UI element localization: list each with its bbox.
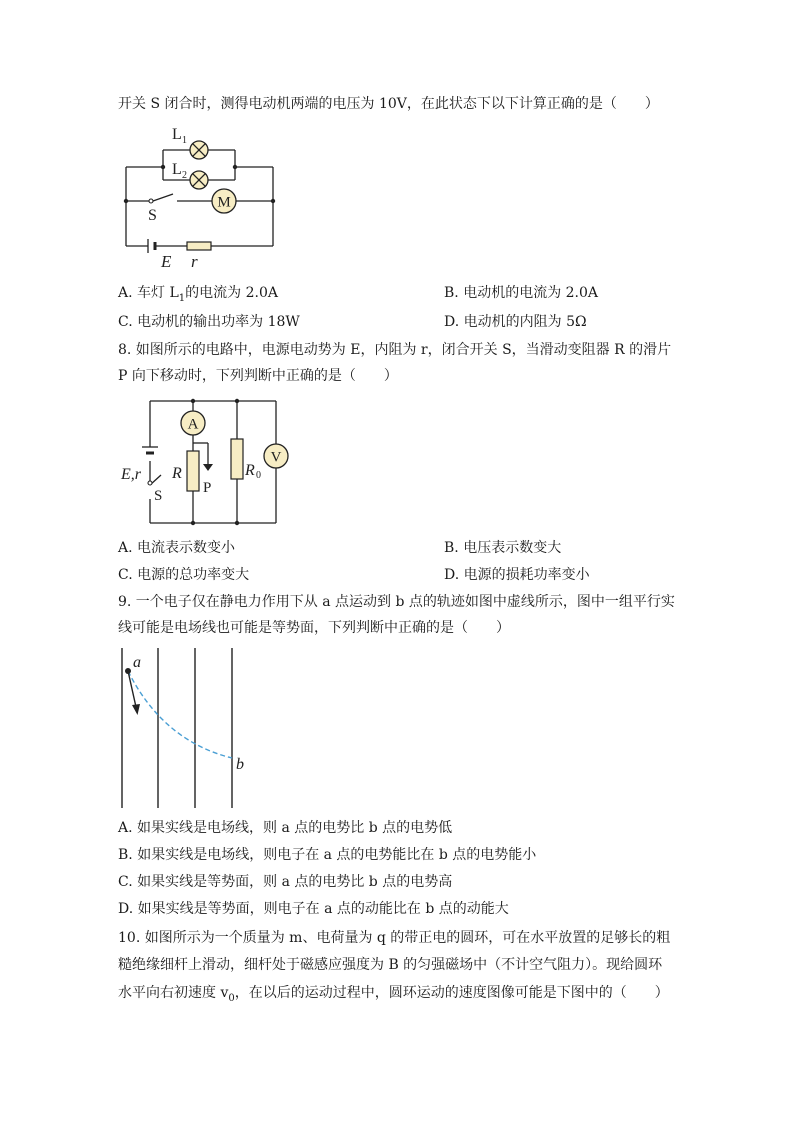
voltmeter-label: V: [270, 449, 282, 466]
motor-icon: [212, 189, 236, 213]
q9-stem-line2: 线可能是电场线也可能是等势面，下列判断中正确的是（ ）: [118, 620, 510, 636]
point-a-dot: [125, 668, 131, 674]
label-l1-sub: 1: [182, 135, 187, 146]
label-slider-p: P: [203, 480, 212, 496]
q8-option-a: A. 电流表示数变小: [118, 540, 236, 556]
resistor-r0-icon: [231, 439, 243, 479]
q9-stem-line1: 9. 一个电子仅在静电力作用下从 a 点运动到 b 点的轨迹如图中虚线所示，图中一组平行实: [118, 594, 675, 610]
label-rheostat-r: R: [172, 465, 182, 482]
q8-stem-line1: 8. 如图所示的电路中，电源电动势为 E，内阻为 r，闭合开关 S，当滑动变阻器 R 的滑片: [118, 342, 672, 358]
q8-option-d: D. 电源的损耗功率变小: [444, 567, 590, 583]
label-l2: L: [172, 161, 182, 178]
q10-stem-line1: 10. 如图所示为一个质量为 m、电荷量为 q 的带正电的圆环，可在水平放置的足够长的粗: [118, 930, 671, 946]
q10-stem-line3: 水平向右初速度 $v_0$，在以后的运动过程中，圆环运动的速度图像可能是下图中的（ ）: [118, 985, 669, 1004]
battery-icon: [142, 447, 158, 453]
q7-option-c: C. 电动机的输出功率为 18W: [118, 314, 300, 330]
q7-option-a: A. 车灯 $L_1$的电流为 2.0A: [118, 285, 278, 304]
force-arrow-icon: [132, 704, 140, 715]
trajectory-path: [128, 671, 232, 758]
label-internal-r: r: [191, 252, 198, 271]
lamp-l2-icon: [190, 171, 208, 189]
label-switch-s: S: [154, 488, 163, 504]
q7-option-b: B. 电动机的电流为 2.0A: [444, 285, 599, 301]
q8-option-c: C. 电源的总功率变大: [118, 567, 250, 583]
q9-field-diagram: [115, 645, 255, 813]
label-switch-s: S: [148, 207, 157, 224]
q8-option-b: B. 电压表示数变大: [444, 540, 562, 556]
label-point-a: a: [133, 654, 141, 671]
voltmeter-icon: [264, 444, 288, 468]
q7-option-d: D. 电动机的内阻为 5Ω: [444, 314, 587, 330]
label-l2-sub: 2: [182, 170, 187, 181]
label-point-b: b: [236, 756, 244, 773]
label-emf-e: E: [161, 252, 172, 271]
rheostat-r-icon: [187, 451, 199, 491]
label-emf-er: E,r: [121, 466, 141, 483]
label-r0-sub: 0: [256, 470, 261, 481]
label-l1: L: [172, 126, 182, 143]
label-r0: R: [245, 462, 255, 479]
q7-stem-tail: 开关 S 闭合时，测得电动机两端的电压为 10V，在此状态下以下计算正确的是（ ）: [118, 96, 659, 112]
q9-option-b: B. 如果实线是电场线，则电子在 a 点的电势能比在 b 点的电势能小: [118, 847, 537, 863]
ammeter-icon: [181, 411, 205, 435]
motor-label: M: [217, 194, 231, 211]
slider-arrow-icon: [203, 464, 213, 471]
q10-stem-line2: 糙绝缘细杆上滑动，细杆处于磁感应强度为 B 的匀强磁场中（不计空气阻力）。现给圆环: [118, 957, 663, 973]
q8-stem-line2: P 向下移动时，下列判断中正确的是（ ）: [118, 368, 398, 384]
ammeter-label: A: [187, 416, 199, 433]
battery-icon: [148, 239, 155, 253]
q9-option-c: C. 如果实线是等势面，则 a 点的电势比 b 点的电势高: [118, 874, 453, 890]
q7-circuit-diagram: [115, 122, 285, 272]
q8-circuit-diagram: [115, 395, 300, 530]
lamp-l1-icon: [190, 141, 208, 159]
q9-option-d: D. 如果实线是等势面，则电子在 a 点的动能比在 b 点的动能大: [118, 901, 509, 917]
internal-resistor-icon: [187, 242, 211, 250]
q9-option-a: A. 如果实线是电场线，则 a 点的电势比 b 点的电势低: [118, 820, 453, 836]
